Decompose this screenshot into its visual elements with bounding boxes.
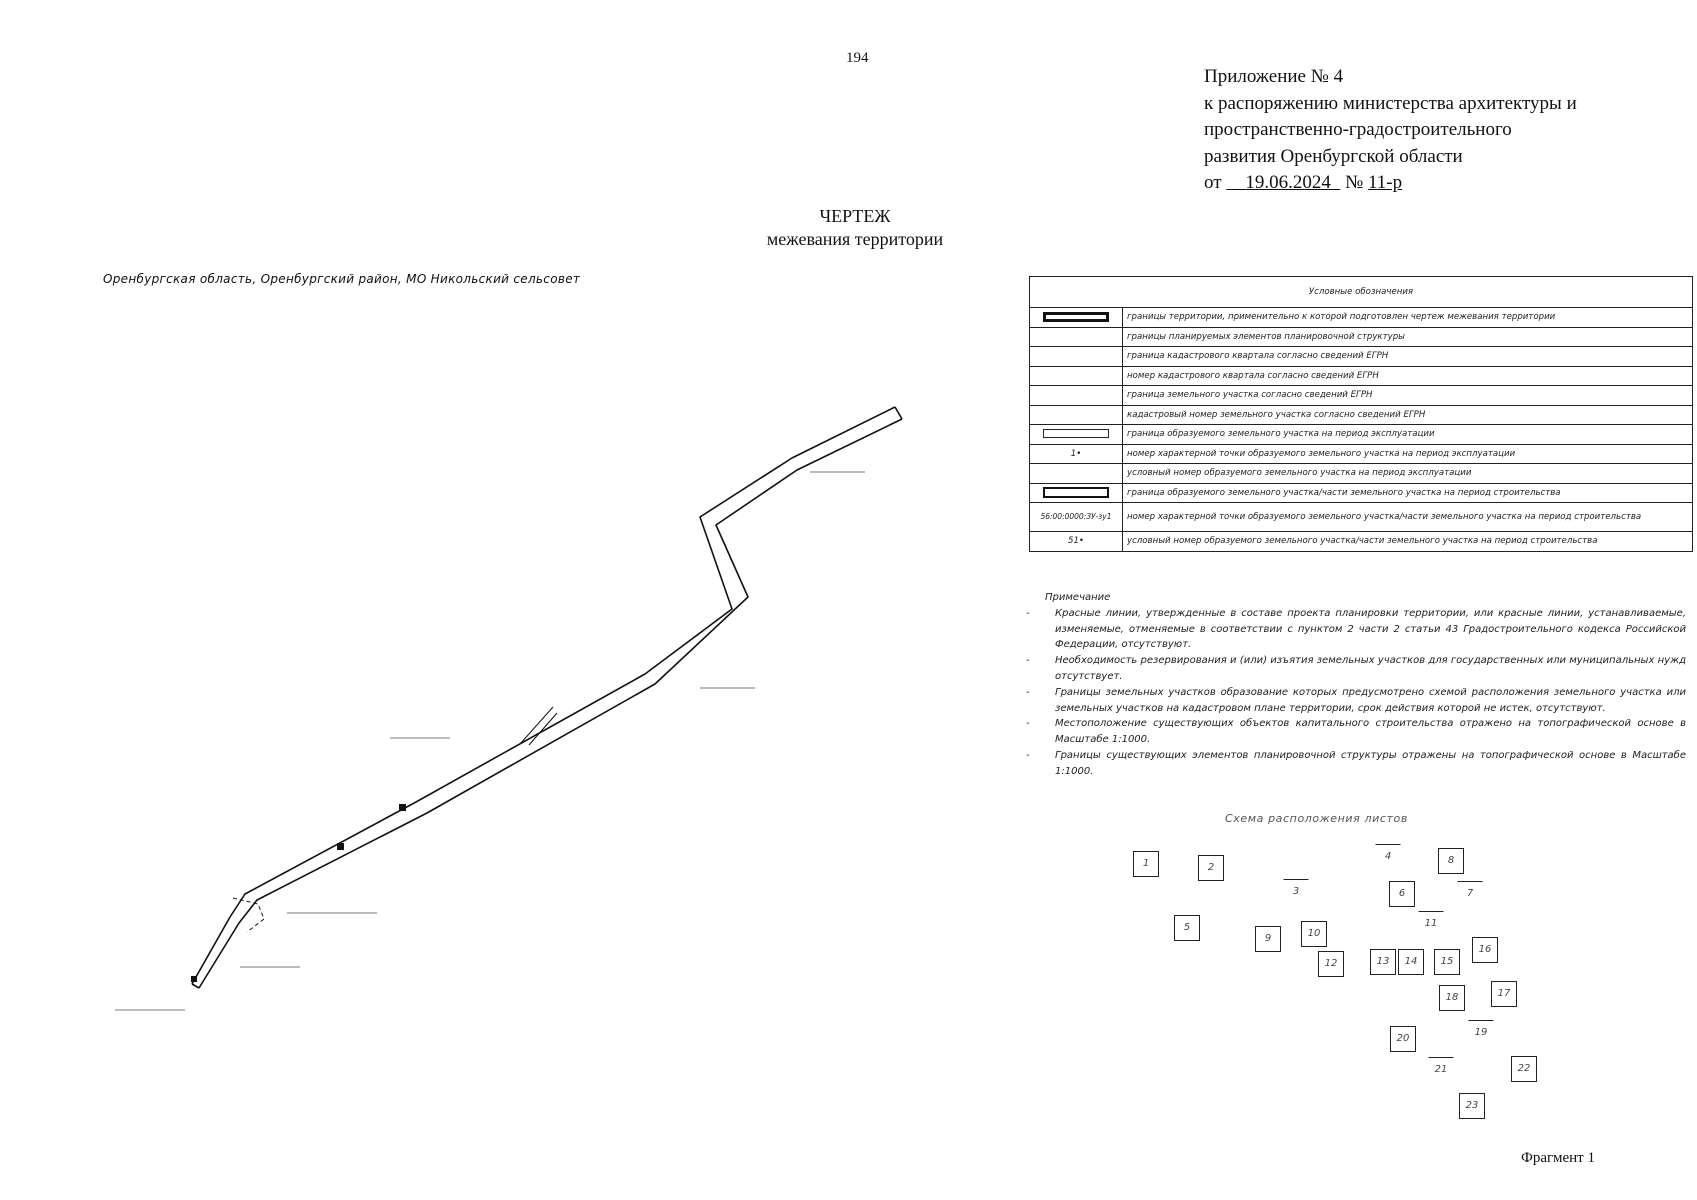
sheet-box: 6 bbox=[1389, 881, 1415, 907]
point-dot-icon: • bbox=[1076, 448, 1082, 459]
sheet-box: 16 bbox=[1472, 937, 1498, 963]
note-item: - Местоположение существующих объектов капитального строительства отражено на топографической основе в Масштабе 1:1000. bbox=[1026, 716, 1686, 748]
legend-symbol bbox=[1030, 386, 1123, 406]
legend-symbol: 51• bbox=[1030, 532, 1123, 552]
sheet-box: 8 bbox=[1438, 848, 1464, 874]
legend-text: граница образуемого земельного участка на период эксплуатации bbox=[1123, 425, 1693, 445]
notes-title: Примечание bbox=[1045, 592, 1111, 603]
sheet-box: 23 bbox=[1459, 1093, 1485, 1119]
map-point-marker bbox=[191, 976, 197, 982]
legend-symbol bbox=[1030, 327, 1123, 347]
legend-header: Условные обозначения bbox=[1030, 277, 1693, 308]
map-dashed-part bbox=[233, 898, 264, 932]
notes-section bbox=[1026, 590, 1686, 780]
legend-symbol bbox=[1030, 464, 1123, 484]
sheet-box: 18 bbox=[1439, 985, 1465, 1011]
thin-boundary-symbol bbox=[1043, 429, 1109, 438]
map-boundary-lower bbox=[199, 419, 902, 988]
legend-symbol bbox=[1030, 308, 1123, 328]
legend-text: граница кадастрового квартала согласно сведений ЕГРН bbox=[1123, 347, 1693, 367]
sheet-box: 11 bbox=[1418, 911, 1444, 937]
legend-text: условный номер образуемого земельного участка на период эксплуатации bbox=[1123, 464, 1693, 484]
note-item: - Границы земельных участков образование которых предусмотрено схемой расположения земельного участка или земельных участков на кадастровом плане территории, срок действия которой не истек, отсутствуют. bbox=[1026, 685, 1686, 717]
map-point-marker bbox=[399, 804, 406, 811]
legend-symbol: 1• bbox=[1030, 444, 1123, 464]
legend-text: номер характерной точки образуемого земельного участка/части земельного участка на период строительства bbox=[1123, 503, 1693, 532]
faint-topo-label bbox=[287, 912, 377, 914]
legend-symbol bbox=[1030, 347, 1123, 367]
sheet-box: 14 bbox=[1398, 949, 1424, 975]
legend-symbol bbox=[1030, 405, 1123, 425]
map-point-marker bbox=[337, 843, 344, 850]
sheet-box: 2 bbox=[1198, 855, 1224, 881]
map-boundary-start bbox=[192, 984, 199, 988]
legend-text: границы территории, применительно к которой подготовлен чертеж межевания территории bbox=[1123, 308, 1693, 328]
appendix-line-2: к распоряжению министерства архитектуры и bbox=[1204, 92, 1577, 114]
sheet-box: 4 bbox=[1375, 844, 1401, 870]
sheet-box: 17 bbox=[1491, 981, 1517, 1007]
sheet-box: 22 bbox=[1511, 1056, 1537, 1082]
sheet-box: 19 bbox=[1468, 1020, 1494, 1046]
legend-text: границы планируемых элементов планировочной структуры bbox=[1123, 327, 1693, 347]
date-prefix: от bbox=[1204, 172, 1222, 193]
document-date: 19.06.2024 bbox=[1245, 172, 1331, 193]
faint-topo-label bbox=[810, 471, 865, 473]
faint-topo-label bbox=[700, 687, 755, 689]
sheet-box: 20 bbox=[1390, 1026, 1416, 1052]
sheet-box: 1 bbox=[1133, 851, 1159, 877]
title-main: ЧЕРТЕЖ bbox=[819, 206, 891, 226]
sheet-box: 5 bbox=[1174, 915, 1200, 941]
bold-boundary-symbol bbox=[1043, 312, 1109, 322]
appendix-line-3: пространственно-градостроительного bbox=[1204, 119, 1512, 140]
fragment-label: Фрагмент 1 bbox=[1521, 1150, 1595, 1166]
legend-text: условный номер образуемого земельного участка/части земельного участка на период строительства bbox=[1123, 532, 1693, 552]
sheet-box: 12 bbox=[1318, 951, 1344, 977]
note-item: - Красные линии, утвержденные в составе проекта планировки территории, или красные линии, устанавливаемые, изменяемые, отменяемые в соответствии с пунктом 2 части 2 статьи 43 Градостроительного кодекса Российской Федерации, отсутствуют. bbox=[1026, 606, 1686, 653]
legend-symbol bbox=[1030, 425, 1123, 445]
legend-text: граница земельного участка согласно сведений ЕГРН bbox=[1123, 386, 1693, 406]
notes-list bbox=[1026, 606, 1686, 780]
map-boundary-upper bbox=[192, 407, 895, 984]
faint-topo-label bbox=[115, 1009, 185, 1011]
legend-table bbox=[1029, 276, 1693, 552]
page-number: 194 bbox=[846, 50, 869, 66]
legend-text: номер характерной точки образуемого земельного участка на период эксплуатации bbox=[1123, 444, 1693, 464]
construction-boundary-symbol bbox=[1043, 487, 1109, 498]
sheet-box: 15 bbox=[1434, 949, 1460, 975]
sheet-box: 21 bbox=[1428, 1057, 1454, 1083]
legend-text: граница образуемого земельного участка/части земельного участка на период строительства bbox=[1123, 483, 1693, 503]
map-cross-line bbox=[520, 707, 553, 744]
sheet-box: 7 bbox=[1457, 881, 1483, 907]
title-sub: межевания территории bbox=[766, 229, 944, 249]
faint-topo-label bbox=[390, 737, 450, 739]
document-number: 11-р bbox=[1367, 172, 1403, 193]
appendix-line-4: развития Оренбургской области bbox=[1204, 145, 1463, 167]
sheet-box: 13 bbox=[1370, 949, 1396, 975]
legend-symbol bbox=[1030, 483, 1123, 503]
faint-topo-label bbox=[240, 966, 300, 968]
legend-text: кадастровый номер земельного участка согласно сведений ЕГРН bbox=[1123, 405, 1693, 425]
legend-symbol bbox=[1030, 366, 1123, 386]
appendix-line-1: Приложение № 4 bbox=[1204, 66, 1344, 87]
number-prefix: № bbox=[1345, 172, 1364, 193]
note-item: - Границы существующих элементов планировочной структуры отражены на топографической основе в Масштабе 1:1000. bbox=[1026, 748, 1686, 780]
sheet-box: 9 bbox=[1255, 926, 1281, 952]
sheet-box: 10 bbox=[1301, 921, 1327, 947]
map-boundary-end bbox=[895, 407, 902, 419]
sheet-scheme-title: Схема расположения листов bbox=[1225, 812, 1408, 825]
legend-text: номер кадастрового квартала согласно сведений ЕГРН bbox=[1123, 366, 1693, 386]
point-dot-icon: • bbox=[1078, 536, 1084, 547]
sheet-box: 3 bbox=[1283, 879, 1309, 905]
legend-symbol: 56:00:0000:ЗУ-зу1 bbox=[1030, 503, 1123, 532]
region-caption: Оренбургская область, Оренбургский район, МО Никольский сельсовет bbox=[103, 272, 581, 286]
note-item: - Необходимость резервирования и (или) изъятия земельных участков для государственных или муниципальных нужд отсутствует. bbox=[1026, 653, 1686, 685]
